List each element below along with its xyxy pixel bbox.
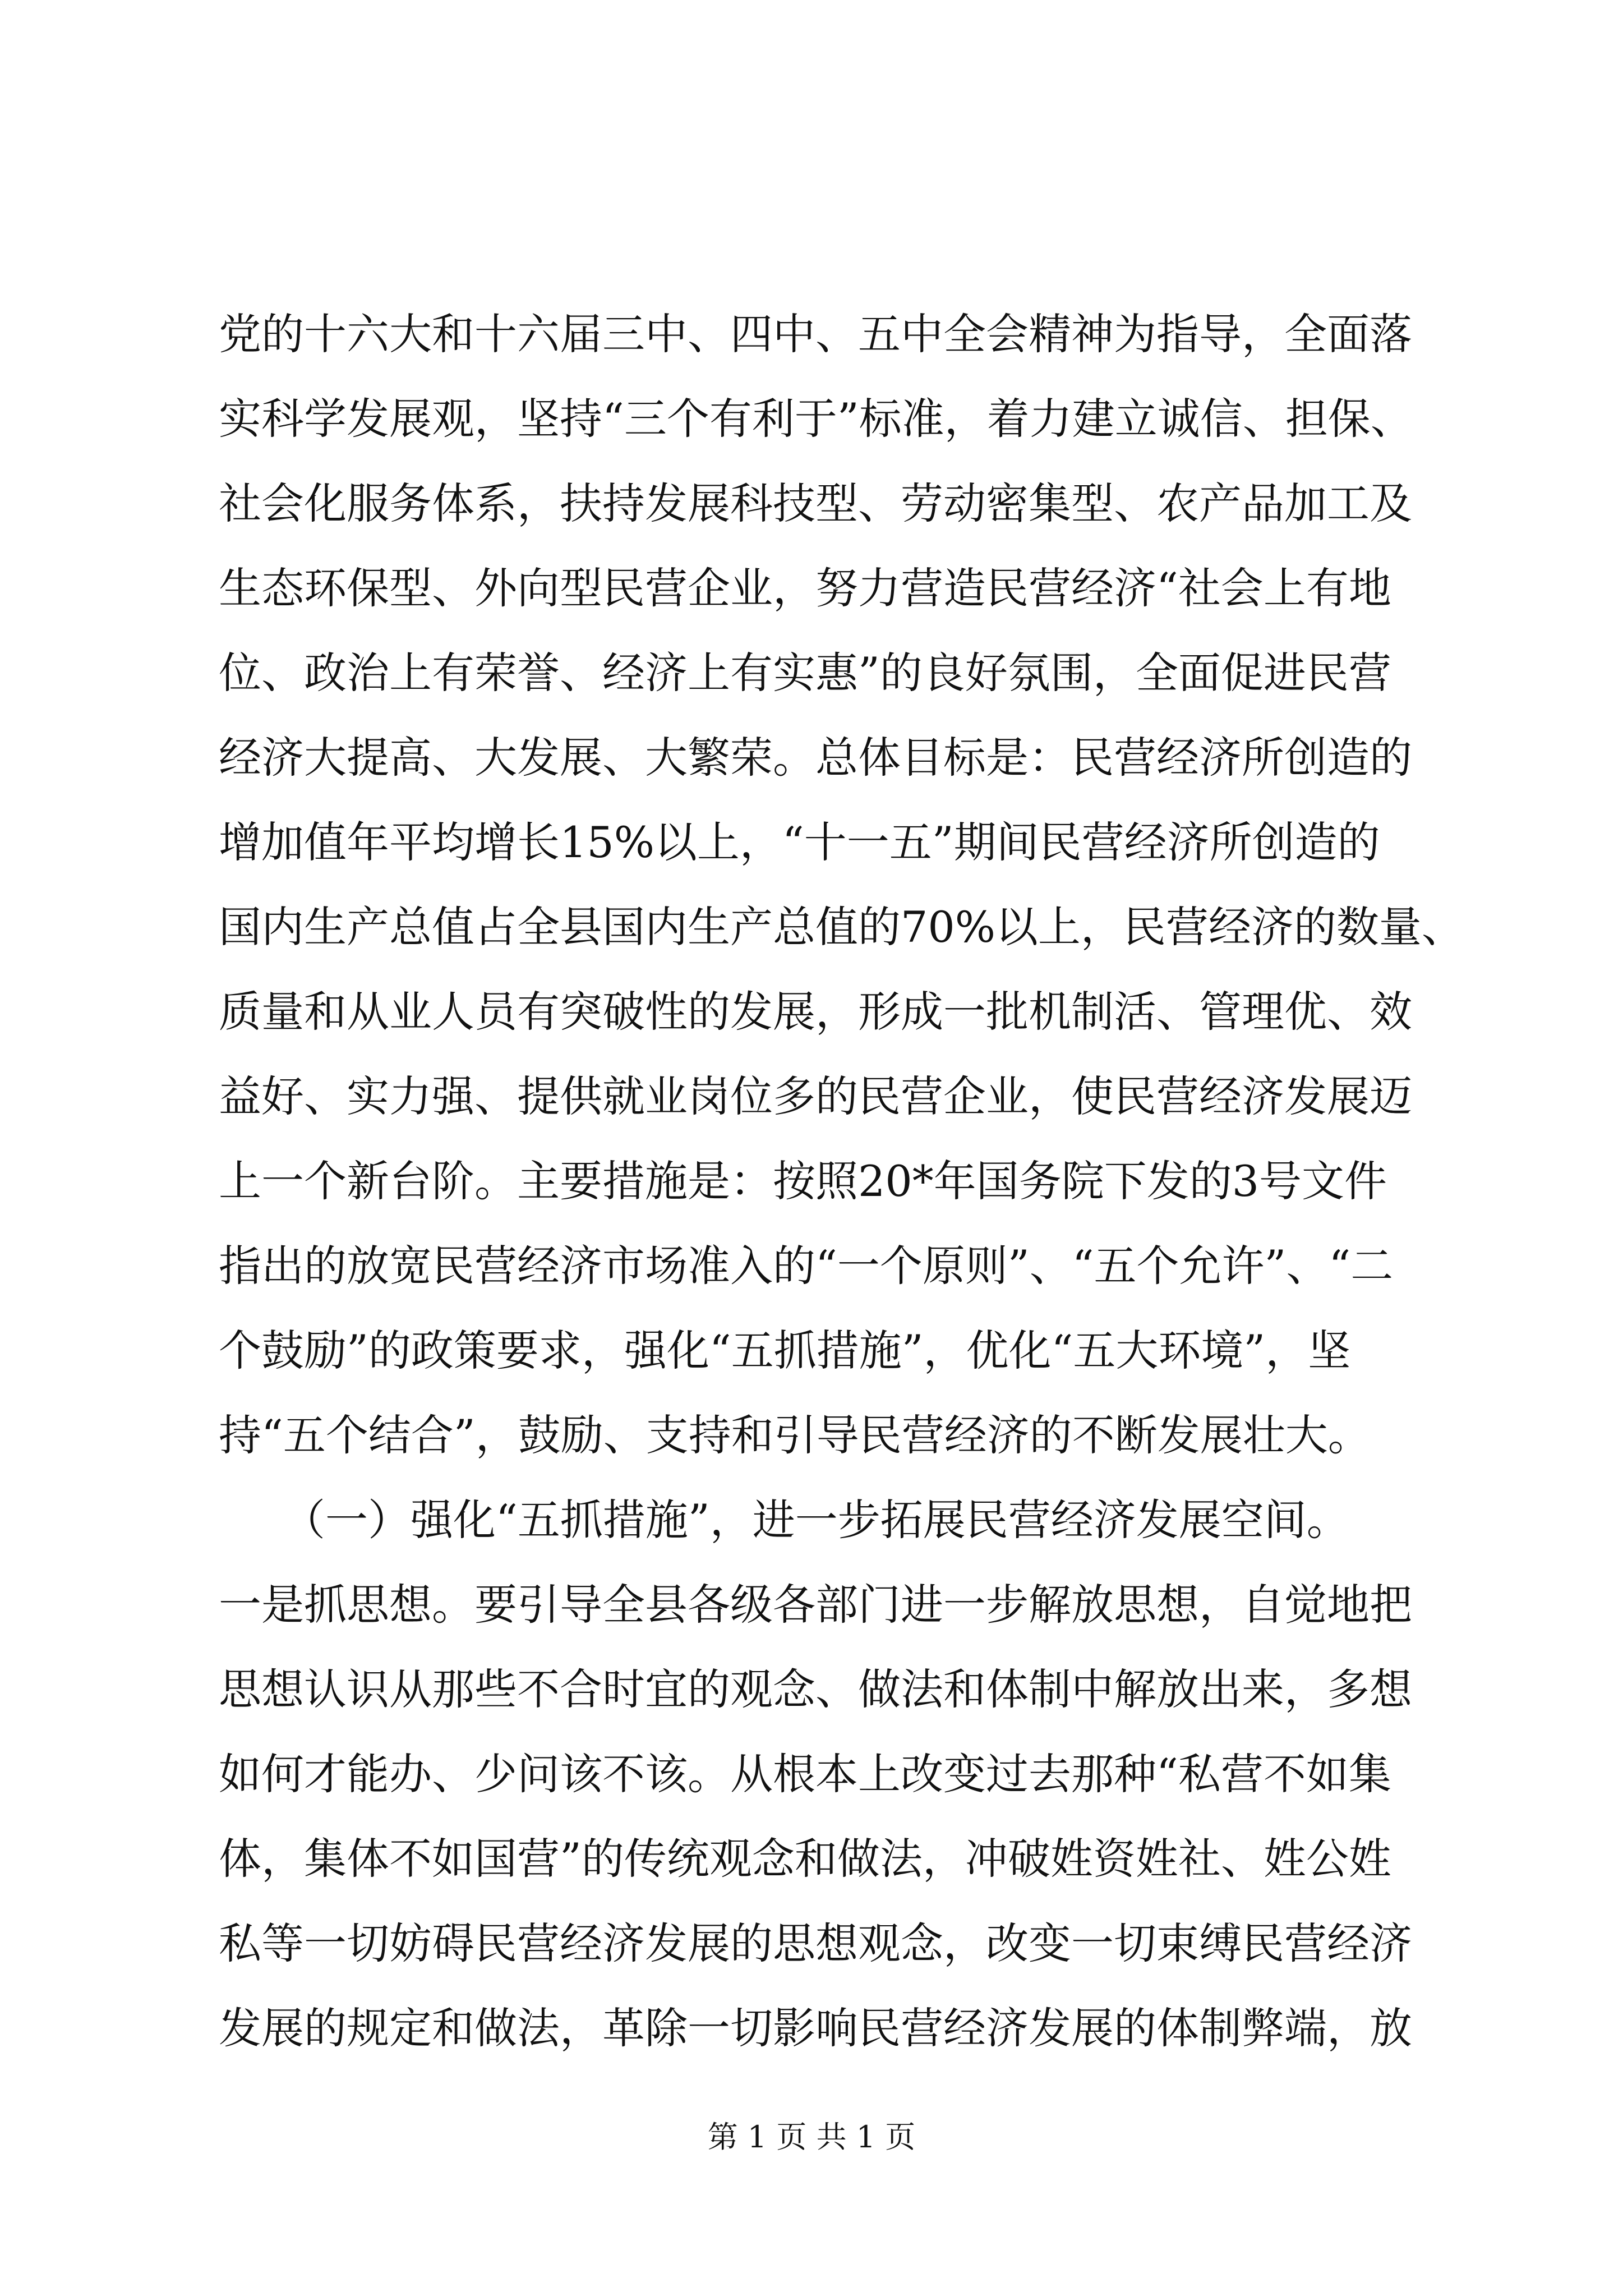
text-line: 生态环保型、外向型民营企业，努力营造民营经济“社会上有地 (219, 563, 1391, 613)
body-text (219, 292, 1464, 2070)
text-line: 社会化服务体系，扶持发展科技型、劳动密集型、农产品加工及 (219, 478, 1412, 528)
text-line: 党的十六大和十六届三中、四中、五中全会精神为指导，全面落 (219, 309, 1412, 359)
text-line: 个鼓励”的政策要求，强化“五抓措施”，优化“五大环境”，坚 (219, 1326, 1351, 1375)
text-line: 上一个新台阶。主要措施是：按照20*年国务院下发的3号文件 (219, 1156, 1387, 1206)
text-line: 指出的放宽民营经济市场准入的“一个原则”、“五个允许”、“二 (219, 1241, 1394, 1291)
text-line: 发展的规定和做法，革除一切影响民营经济发展的体制弊端，放 (219, 2003, 1412, 2053)
text-line: 思想认识从那些不合时宜的观念、做法和体制中解放出来，多想 (219, 1664, 1412, 1714)
text-line: 如何才能办、少问该不该。从根本上改变过去那种“私营不如集 (219, 1749, 1391, 1799)
section-heading: （一）强化“五抓措施”，进一步拓展民营经济发展空间。 (219, 1495, 1349, 1545)
text-line: 一是抓思想。要引导全县各级各部门进一步解放思想，自觉地把 (219, 1580, 1412, 1630)
text-line: 增加值年平均增长15%以上，“十一五”期间民营经济所创造的 (219, 817, 1380, 867)
page-footer: 第 1 页 共 1 页 (707, 2119, 916, 2155)
text-line: 体，集体不如国营”的传统观念和做法，冲破姓资姓社、姓公姓 (219, 1834, 1391, 1884)
text-line: 位、政治上有荣誉、经济上有实惠”的良好氛围，全面促进民营 (219, 648, 1391, 698)
text-line: 持“五个结合”，鼓励、支持和引导民营经济的不断发展壮大。 (219, 1410, 1371, 1460)
text-line: 质量和从业人员有突破性的发展，形成一批机制活、管理优、效 (219, 987, 1412, 1037)
text-line: 实科学发展观，坚持“三个有利于”标准，着力建立诚信、担保、 (219, 394, 1413, 444)
text-line: 国内生产总值占全县国内生产总值的70%以上，民营经济的数量、 (219, 902, 1464, 952)
text-line: 私等一切妨碍民营经济发展的思想观念，改变一切束缚民营经济 (219, 1918, 1412, 1968)
text-line: 益好、实力强、提供就业岗位多的民营企业，使民营经济发展迈 (219, 1071, 1412, 1121)
text-line: 经济大提高、大发展、大繁荣。总体目标是：民营经济所创造的 (219, 733, 1412, 783)
